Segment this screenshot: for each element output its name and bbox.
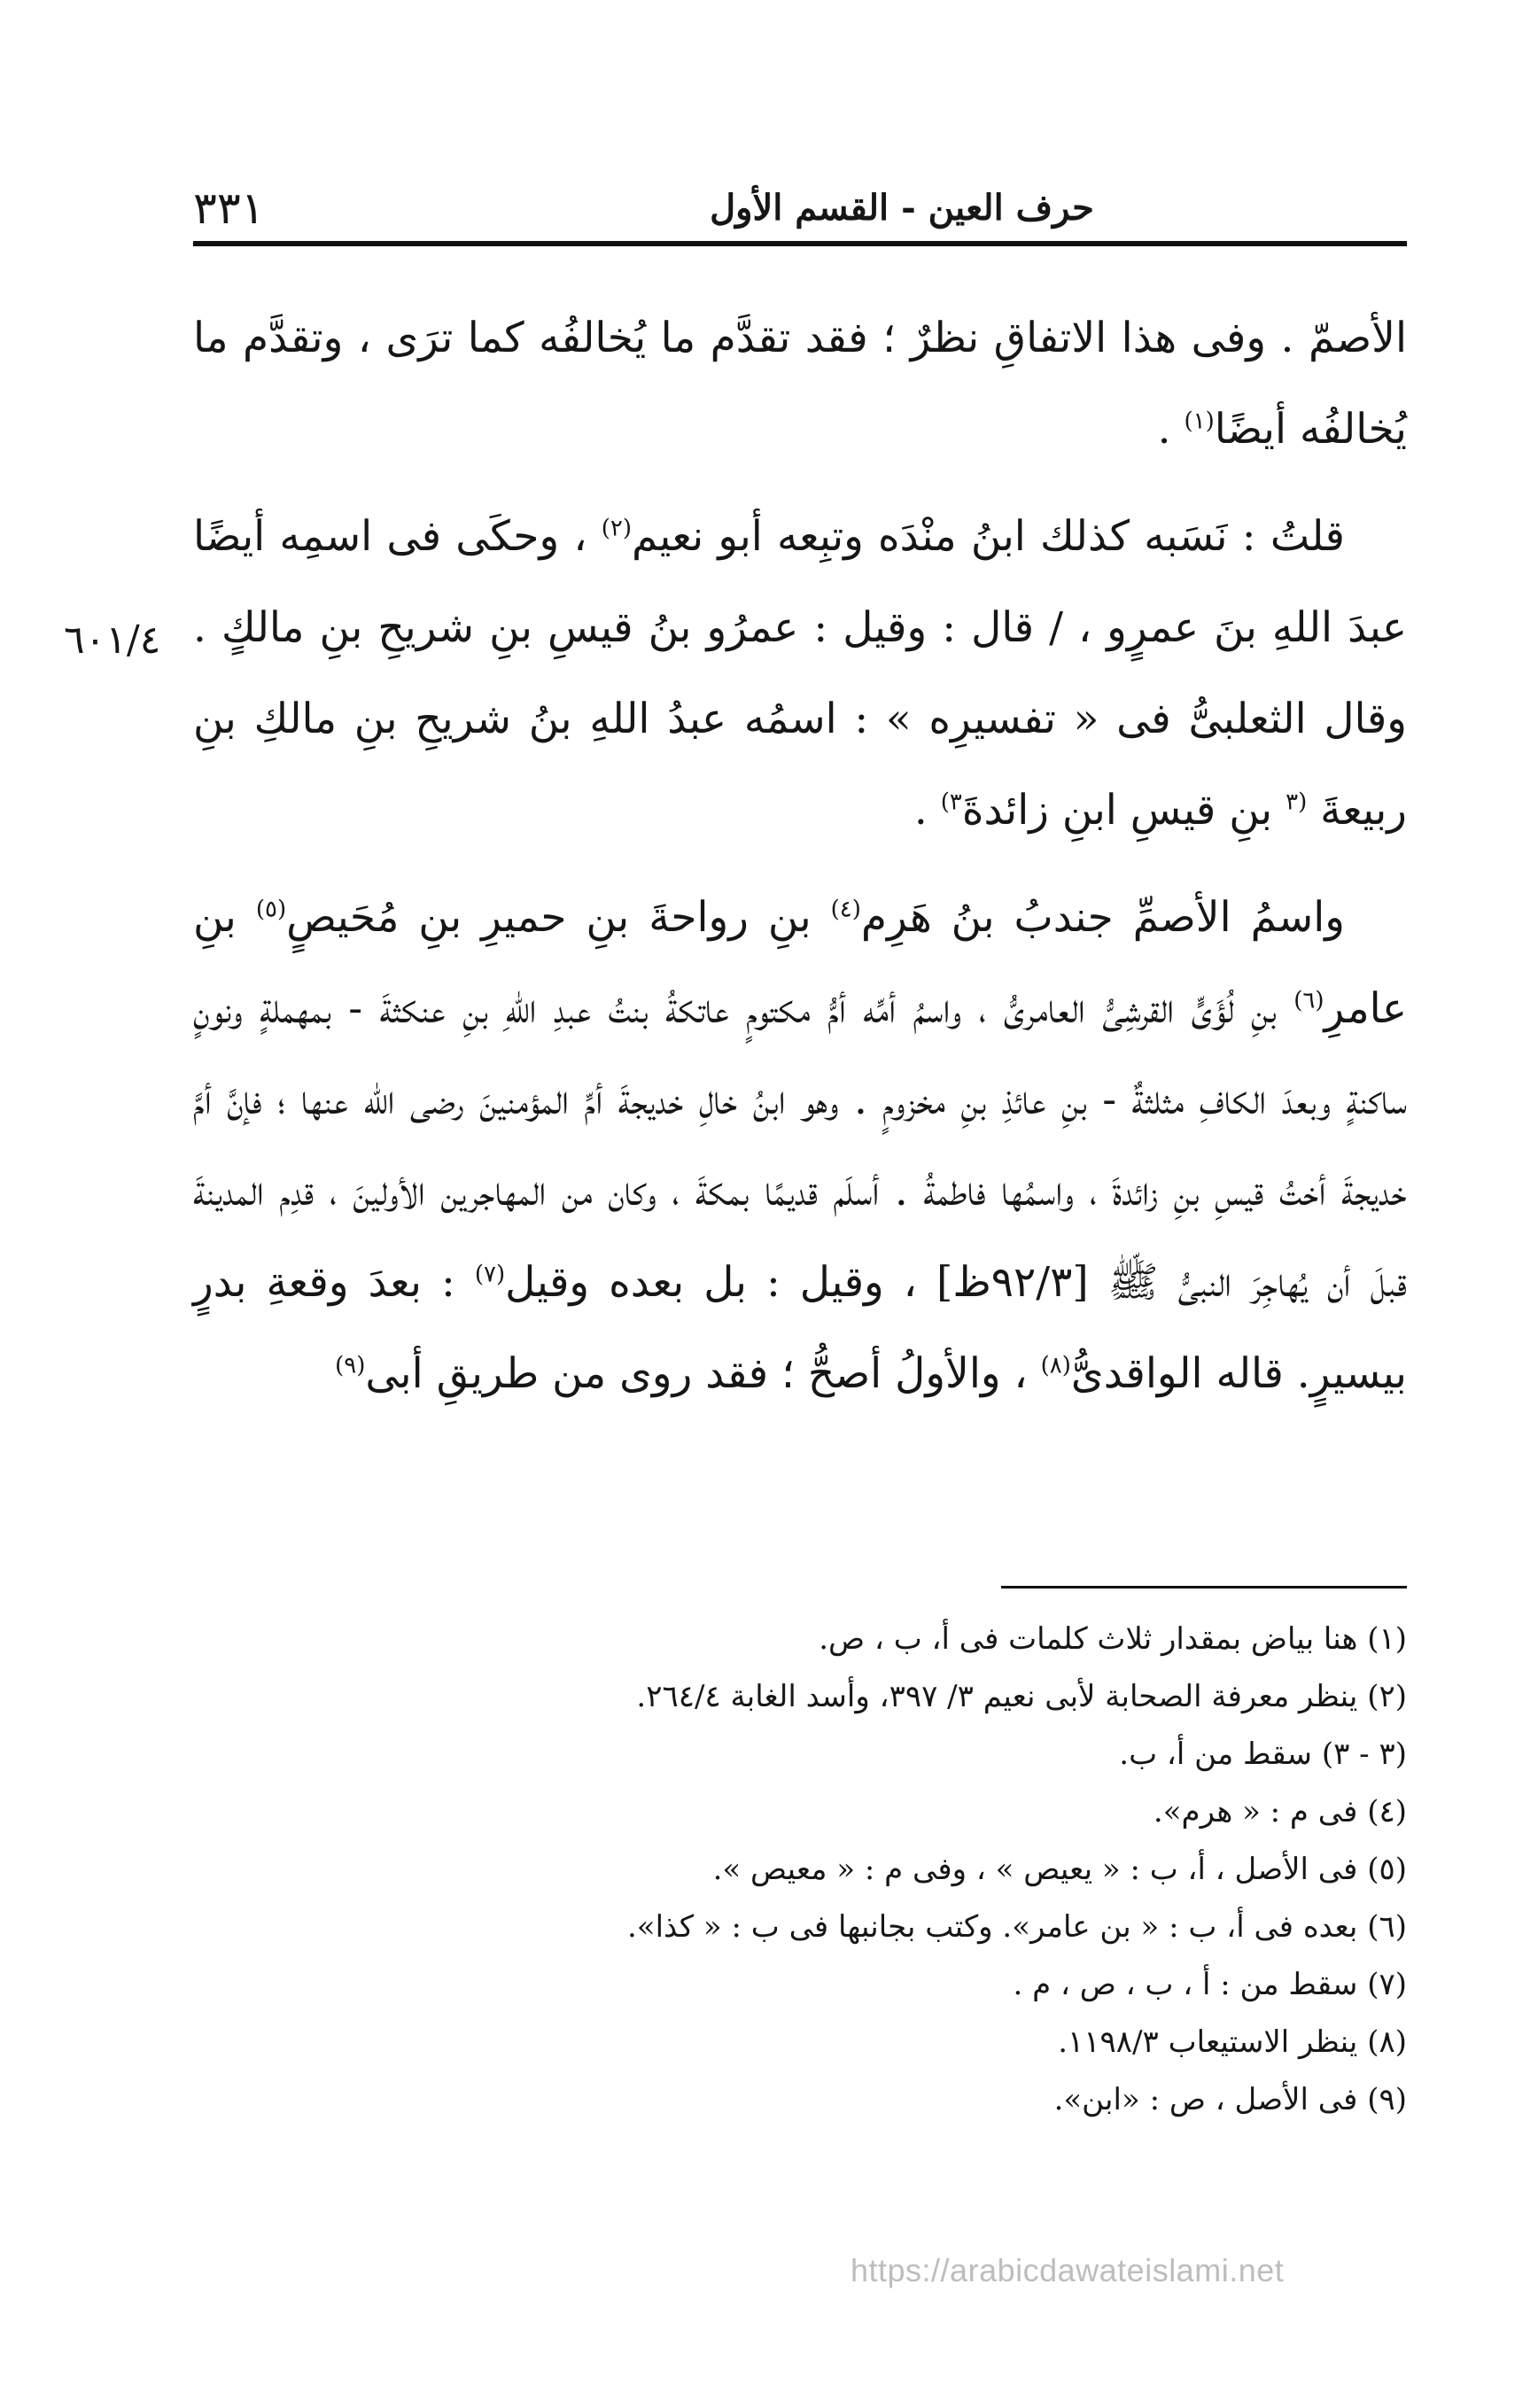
footnote-marker-2: (٢) — [601, 515, 632, 542]
footnote-marker-8: (٨) — [1040, 1352, 1071, 1379]
text-run: بنِ لُؤَىٍّ القرشِىُّ العامرىُّ ، واسمُ أمِّه أمُّ مكتومٍ عاتكةُ بنتُ عبدِ اللهِ بنِ عنكثةَ - بمهملةٍ ونونٍ ساكنةٍ وبعدَ الكافِ مثلثةٌ - بنِ عائذِ بنِ مخزومٍ . وهو ابنُ خالِ خديجةَ أمِّ المؤمنينَ رضى الله عنها ؛ فإنَّ أمَّ خديجةَ أختُ قيسِ بنِ زائدةَ ، واسمُها فاطمةُ . أسلَم قديمًا بمكةَ ، وكان من المهاجرين الأولينَ ، قدِم المدينةَ قبلَ أن يُهاجِرَ النبىُّ ﷺ [٩٢/٣ظ] ، وقيل : بل بعده وقيل — [193, 984, 1407, 1307]
footnote-8: (٨) ينظر الاستيعاب ١١٩٨/٣. — [1058, 2024, 1407, 2060]
footnote-7: (٧) سقط من : أ ، ب ، ص ، م . — [1013, 1967, 1407, 2002]
footnote-marker-3-open: (٣ — [1286, 788, 1308, 816]
text-run: : بعدَ وقعةِ بدرٍ بيسيرٍ. قاله الواقدىُّ — [193, 1258, 1407, 1398]
footnote-marker-1: (١) — [1184, 408, 1215, 435]
paragraph-2 — [193, 491, 1407, 856]
paragraph-1 — [193, 292, 1407, 475]
footnotes-list — [193, 1611, 1407, 2129]
page-number: ٣٣١ — [193, 183, 265, 234]
text-run: واسمُ الأصمِّ جندبُ بنُ هَرِم — [860, 893, 1345, 942]
footnote-marker-9: (٩) — [335, 1352, 366, 1379]
footnote-marker-3-close: ٣) — [940, 788, 962, 816]
paragraph-3 — [193, 872, 1407, 1419]
text-run: . — [1157, 405, 1185, 454]
text-run: بنِ عامرِ — [193, 893, 1407, 1033]
text-run: قلتُ : نَسَبه كذلك ابنُ منْدَه وتبِعه أبو نعيم — [632, 512, 1345, 561]
footnote-9: (٩) فى الأصل ، ص : «ابن». — [1053, 2082, 1407, 2117]
text-run: ، وحكَى فى اسمِه أيضًا عبدَ اللهِ بنَ عمرٍو ، / قال : وقيل : عمرُو بنُ قيسِ بنِ شريحِ بنِ مالكٍ . وقال الثعلبىُّ فى « تفسيرِه » : اسمُه عبدُ اللهِ بنُ شريحِ بنِ مالكِ بنِ ربيعةَ — [193, 512, 1407, 835]
footnote-3: (٣ - ٣) سقط من أ، ب. — [1119, 1736, 1407, 1772]
footnote-marker-6: (٦) — [1293, 987, 1324, 1014]
footnote-6: (٦) بعده فى أ، ب : « بن عامر». وكتب بجانبها فى ب : « كذا». — [626, 1909, 1407, 1945]
text-run: ، والأولُ أصحُّ ؛ فقد روى من طريقِ أبى — [365, 1349, 1041, 1398]
page-header — [193, 177, 1407, 239]
footnote-4: (٤) فى م : « هرم». — [1153, 1794, 1407, 1829]
footnote-2: (٢) ينظر معرفة الصحابة لأبى نعيم ٣/ ٣٩٧، وأسد الغابة ٢٦٤/٤. — [636, 1679, 1407, 1714]
footnote-separator — [1001, 1586, 1407, 1589]
text-run: . — [913, 786, 941, 835]
footnote-5: (٥) فى الأصل ، أ، ب : « يعيص » ، وفى م : « معيص ». — [712, 1852, 1407, 1887]
footnote-1: (١) هنا بياض بمقدار ثلاث كلمات فى أ، ب ، ص. — [819, 1621, 1407, 1657]
text-run: بنِ رواحةَ بنِ حميرِ بنِ مُحَيصٍ — [286, 893, 831, 942]
margin-reference: ٦٠١/٤ — [64, 618, 161, 663]
header-rule — [193, 241, 1407, 246]
text-run: الأصمّ . وفى هذا الاتفاقِ نظرٌ ؛ فقد تقدَّم ما يُخالفُه كما ترَى ، وتقدَّم ما يُخالفُه أيضًا — [193, 314, 1407, 454]
footnote-marker-4: (٤) — [830, 896, 861, 923]
footnote-marker-7: (٧) — [474, 1261, 506, 1288]
text-run: بنِ قيسِ ابنِ زائدةَ — [961, 786, 1286, 835]
watermark-url: https://arabicdawateislami.net — [851, 2252, 1285, 2288]
footnote-marker-5: (٥) — [255, 896, 287, 923]
main-body — [193, 292, 1407, 1435]
running-title: حرف العين - القسم الأول — [710, 187, 1094, 229]
